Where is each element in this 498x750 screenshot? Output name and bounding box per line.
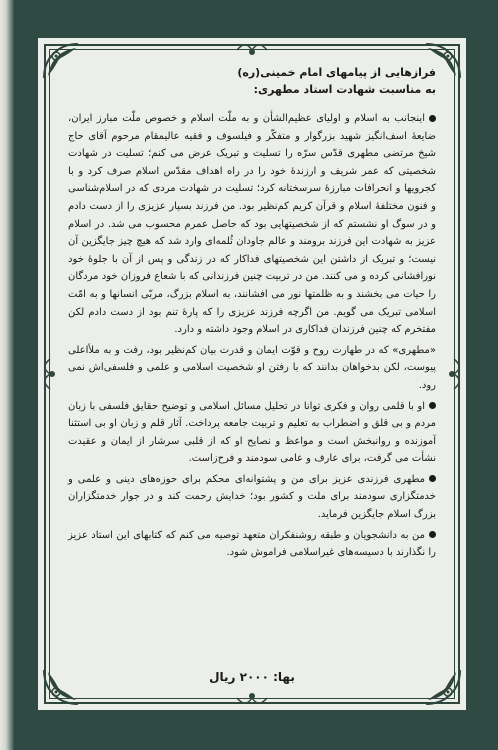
paragraph-text: او با قلمی روان و فکری توانا در تحلیل مسائل اسلامی و توضیح حقایق فلسفی با زبان مردم و بی قلق و اضطراب به تعلیم و تربیت جامعه پرداخت. آثار قلم و زبان او بی استثنا آموزنده و روانبخش است و مواعظ و نصایح او که از قلبی سرشار از ایمان و عقیدت نشأت می گرفت، برای عارف و عامی سودمند و فرح‌زاست. xyxy=(68,400,436,465)
paragraph-text: «مطهری» که در طهارت روح و قوّت ایمان و قدرت بیان کم‌نظیر بود، رفت و به ملأاعلی پیوست، لکن بدخواهان بدانند که با رفتن او شخصیت اسلامی و علمی و فلسفی‌اش نمی رود. xyxy=(68,344,436,391)
paragraph-1 xyxy=(68,110,436,339)
text-panel xyxy=(38,38,466,710)
paragraph-text: من به دانشجویان و طبقه روشنفکران متعهد توصیه می کنم که کتابهای این استاد عزیز را نگذارند با دسیسه‌های غیراسلامی فراموش شود. xyxy=(68,529,436,559)
paragraph-2 xyxy=(68,342,436,395)
bullet-icon xyxy=(429,531,436,538)
message-text-block xyxy=(68,64,436,684)
price-label: بها: ۲۰۰۰ ریال xyxy=(209,670,295,684)
floral-edge-ornament-icon xyxy=(41,357,59,391)
paragraph-5 xyxy=(68,527,436,562)
floral-edge-ornament-icon xyxy=(445,357,463,391)
floral-edge-ornament-icon xyxy=(235,41,269,59)
bullet-icon xyxy=(429,115,436,122)
paragraph-3 xyxy=(68,398,436,468)
bullet-icon xyxy=(429,402,436,409)
paragraph-text: اینجانب به اسلام و اولیای عظیم‌الشأن و به ملّت اسلام و خصوص ملّت مبارز ایران، ضایعهٔ اسف‌انگیز شهید بزرگوار و متفکّر و فیلسوف و فقیه عالیمقام مرحوم آقای حاج شیخ مرتضی مطهری قدّس سرّه را تسلیت و تبریک عرض می کنم؛ تسلیت در شهادت شخصیتی که عمر شریف و ارزندهٔ خود را در راه اهداف مقدّس اسلام صرف کرد و با کجرویها و انحرافات مبارزهٔ سرسختانه کرد؛ تسلیت در شهادت مردی که در اسلام‌شناسی و فنون مختلفهٔ اسلام و قرآن کریم کم‌نظیر بود. من فرزند بسیار عزیزی را از دست دادم و در سوگ او نشستم که از شخصیتهایی بود که حاصل عمرم محسوب می شد. در اسلام عزیز به شهادت این فرزند برومند و عالم جاودان ثُلمه‌ای وارد شد که هیچ چیز جایگزین آن نیست؛ و تبریک از داشتن این شخصیتهای فداکار که در زندگی و پس از آن با جلوهٔ خود نورافشانی کرده و می کنند. من در تربیت چنین فرزندانی که با شعاع فروزان خود مردگان را حیات می بخشند و به ظلمتها نور می افشانند، به اسلام بزرگ، مربّی انسانها و به امّت اسلامی تبریک می گویم. من اگرچه فرزند عزیزی را که پارهٔ تنم بود از دست دادم لکن مفتخرم که چنین فرزندان فداکاری در اسلام وجود داشته و دارد. xyxy=(68,113,436,336)
heading-line-1: فرازهایی از پیامهای امام خمینی(ره) xyxy=(237,66,436,79)
floral-edge-ornament-icon xyxy=(235,689,269,707)
heading xyxy=(68,64,436,98)
paragraph-text: مطهری فرزندی عزیز برای من و پشتوانه‌ای محکم برای حوزه‌های دینی و علمی و خدمتگزاری سودمند برای ملت و کشور بود؛ خدایش رحمت کند و در جوار خدمتگزاران بزرگ اسلام جایگزین فرماید. xyxy=(68,473,436,521)
bullet-icon xyxy=(429,475,436,482)
heading-line-2: به مناسبت شهادت استاد مطهری: xyxy=(253,83,436,96)
paragraph-4 xyxy=(68,471,436,524)
spine-edge xyxy=(0,0,14,750)
